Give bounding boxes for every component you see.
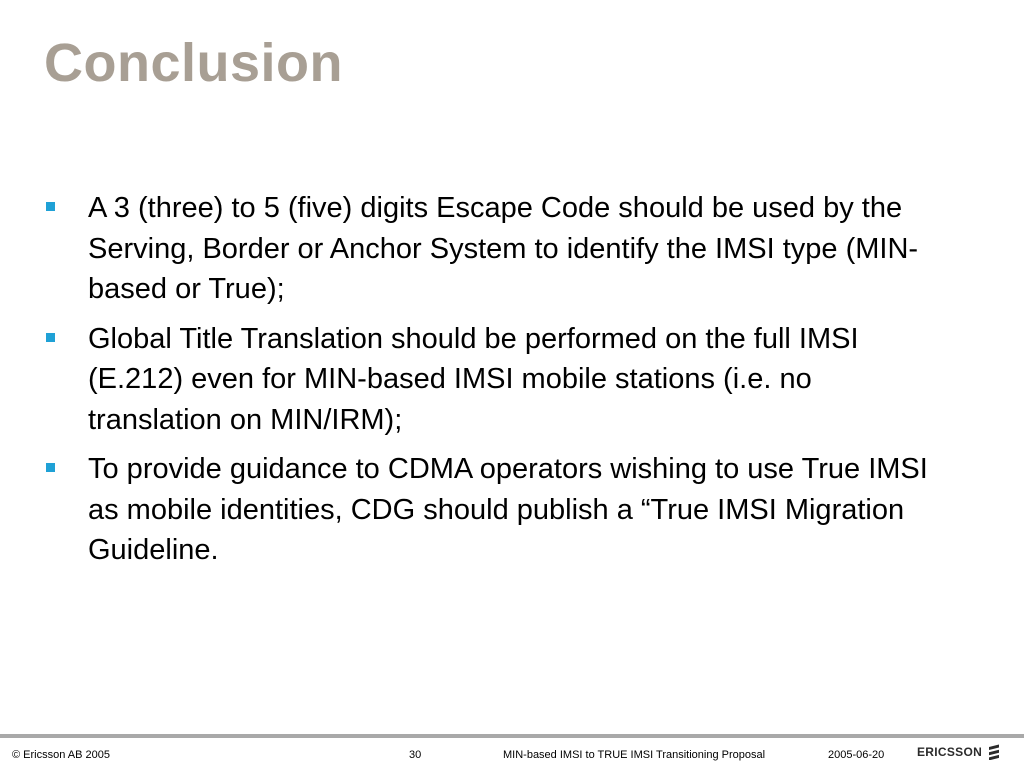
bullet-text: To provide guidance to CDMA operators wishing to use True IMSI as mobile identities, CDG should publish a “True IMSI Migration Guideline. <box>88 453 928 566</box>
bullet-text: A 3 (three) to 5 (five) digits Escape Code should be used by the Serving, Border or Anchor System to identify the IMSI type (MIN-based or True); <box>88 192 919 305</box>
bullet-item <box>44 319 944 441</box>
ericsson-logo-icon <box>987 744 1001 760</box>
square-bullet-icon <box>46 463 55 472</box>
footer-date: 2005-06-20 <box>828 749 885 761</box>
footer <box>0 738 1024 768</box>
bullet-item <box>44 188 944 310</box>
slide-title: Conclusion <box>44 33 343 93</box>
bullet-list <box>44 188 944 580</box>
square-bullet-icon <box>46 202 55 211</box>
footer-copyright: © Ericsson AB 2005 <box>12 749 110 761</box>
footer-document-title: MIN-based IMSI to TRUE IMSI Transitioning Proposal <box>503 749 766 761</box>
logo-wordmark: ERICSSON <box>917 745 983 759</box>
bullet-item <box>44 449 944 571</box>
bullet-text: Global Title Translation should be performed on the full IMSI (E.212) even for MIN-based IMSI mobile stations (i.e. no translation on MIN/IRM); <box>88 322 859 436</box>
footer-page-number: 30 <box>409 749 422 761</box>
square-bullet-icon <box>46 333 55 342</box>
ericsson-logo <box>917 744 1001 760</box>
